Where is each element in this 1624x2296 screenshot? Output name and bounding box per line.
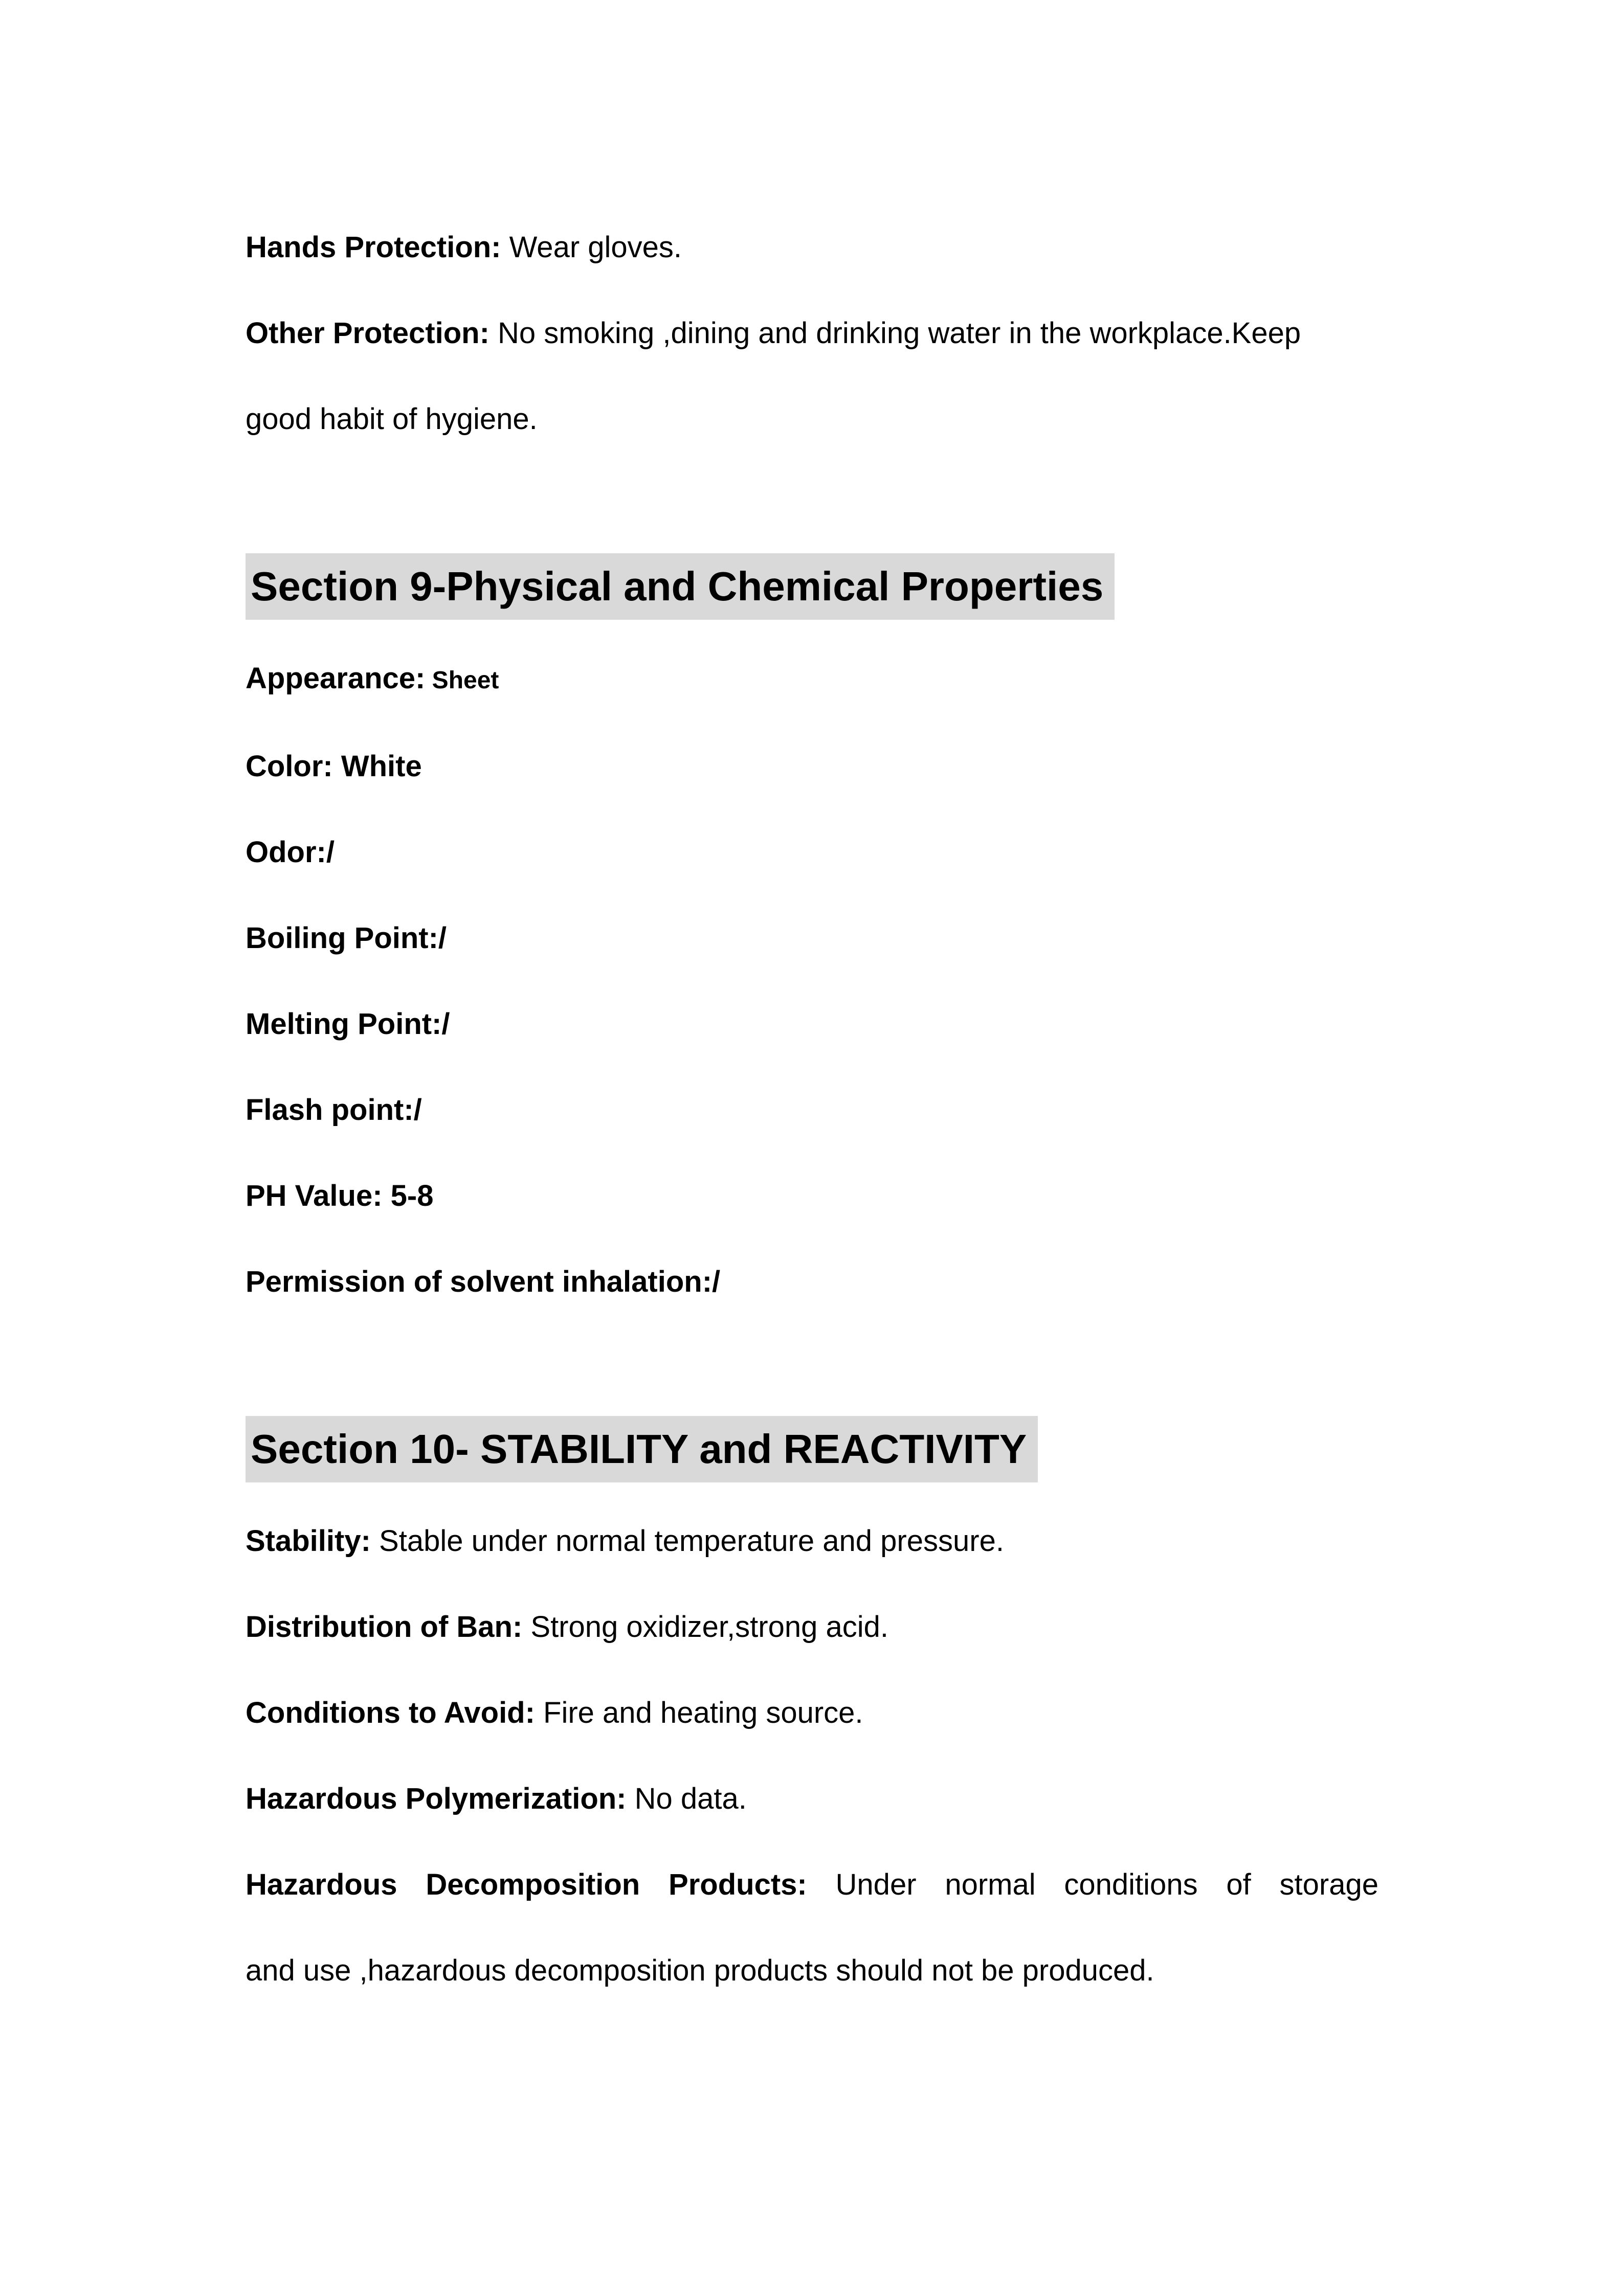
field-label: Hazardous Polymerization: bbox=[246, 1782, 627, 1815]
document-line bbox=[246, 809, 1378, 895]
field-label: Flash point:/ bbox=[246, 1093, 422, 1127]
field-value: 5-8 bbox=[382, 1179, 434, 1212]
document-line bbox=[246, 636, 1378, 724]
document-line bbox=[246, 1928, 1378, 2014]
section-9-heading: Section 9-Physical and Chemical Properties bbox=[246, 553, 1115, 620]
document-line-justified bbox=[246, 1842, 1378, 1928]
section-10-heading-block bbox=[246, 1416, 1378, 1482]
field-value: No data. bbox=[626, 1782, 747, 1815]
field-value: No smoking ,dining and drinking water in the workplace.Keep bbox=[489, 317, 1301, 350]
field-label: Appearance: bbox=[246, 662, 426, 695]
field-label: Color: bbox=[246, 750, 333, 783]
document-line bbox=[246, 1498, 1378, 1584]
field-label: Permission of solvent inhalation:/ bbox=[246, 1265, 721, 1298]
field-value: good habit of hygiene. bbox=[246, 402, 538, 436]
document-line bbox=[246, 1584, 1378, 1670]
document-line bbox=[246, 895, 1378, 981]
field-label: Stability: bbox=[246, 1524, 371, 1558]
document-line bbox=[246, 981, 1378, 1067]
document-line bbox=[246, 290, 1378, 376]
field-value: Fire and heating source. bbox=[535, 1696, 863, 1729]
field-value: Stable under normal temperature and pressure. bbox=[370, 1524, 1004, 1558]
field-label: PH Value: bbox=[246, 1179, 383, 1212]
field-value: White bbox=[332, 750, 422, 783]
field-label: Boiling Point:/ bbox=[246, 921, 447, 955]
field-value: Wear gloves. bbox=[501, 231, 682, 264]
field-label: Other Protection: bbox=[246, 317, 490, 350]
document-line bbox=[246, 1756, 1378, 1842]
field-value: Under normal conditions of storage bbox=[807, 1868, 1379, 1901]
field-value: and use ,hazardous decomposition products should not be produced. bbox=[246, 1954, 1154, 1987]
field-label: Conditions to Avoid: bbox=[246, 1696, 535, 1729]
document-line bbox=[246, 1239, 1378, 1325]
document-line bbox=[246, 1153, 1378, 1239]
field-label: Hands Protection: bbox=[246, 231, 501, 264]
section-9-heading-block bbox=[246, 553, 1378, 620]
document-line bbox=[246, 205, 1378, 290]
document-line bbox=[246, 1067, 1378, 1153]
field-value: Sheet bbox=[425, 667, 499, 694]
field-value: Strong oxidizer,strong acid. bbox=[522, 1610, 888, 1644]
field-label: Distribution of Ban: bbox=[246, 1610, 523, 1644]
section-10-heading: Section 10- STABILITY and REACTIVITY bbox=[246, 1416, 1038, 1482]
field-label: Melting Point:/ bbox=[246, 1007, 450, 1041]
field-label: Odor:/ bbox=[246, 836, 335, 869]
field-label: Hazardous Decomposition Products: bbox=[246, 1868, 807, 1901]
document-line bbox=[246, 724, 1378, 809]
document-line bbox=[246, 376, 1378, 462]
document-line bbox=[246, 1670, 1378, 1756]
